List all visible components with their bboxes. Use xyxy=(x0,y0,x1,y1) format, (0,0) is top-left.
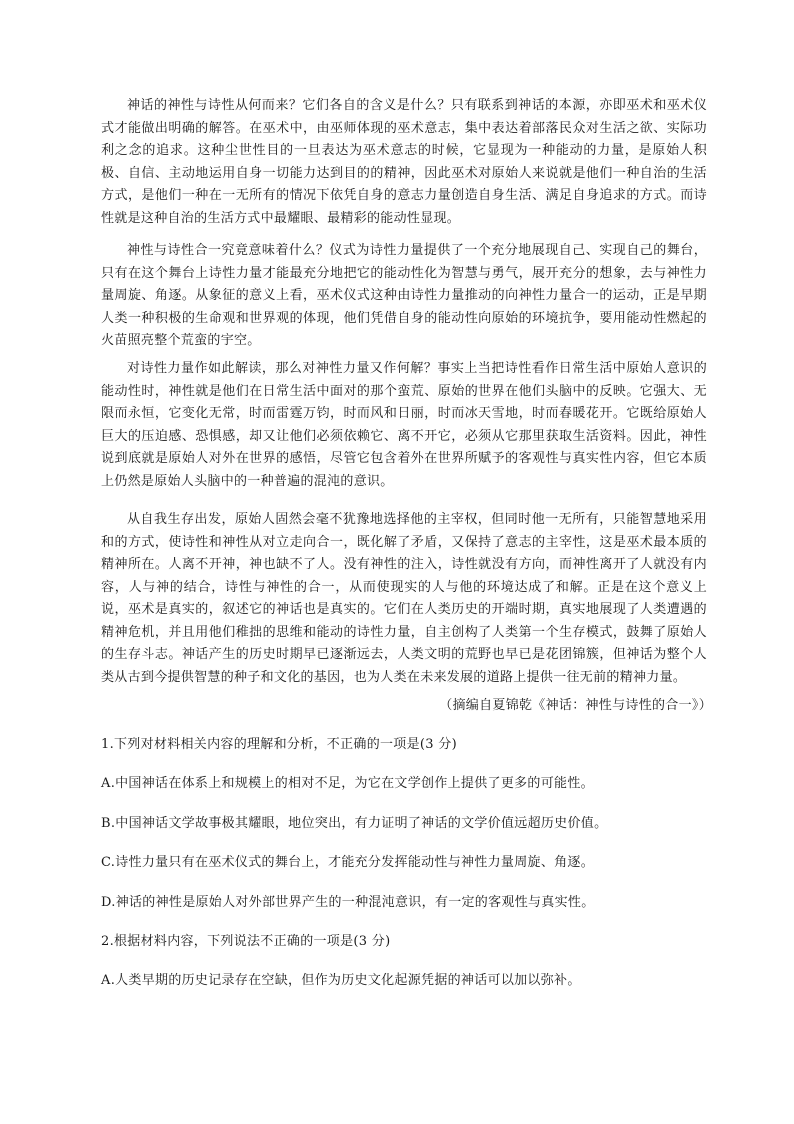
question-1-option-d: D.神话的神性是原始人对外部世界产生的一种混沌意识，有一定的客观性与真实性。 xyxy=(101,895,595,910)
question-1-stem: 1.下列对材料相关内容的理解和分析，不正确的一项是(3 分) xyxy=(101,737,457,752)
question-1-option-c: C.诗性力量只有在巫术仪式的舞台上，才能充分发挥能动性与神性力量周旋、角逐。 xyxy=(101,855,595,870)
question-2-stem: 2.根据材料内容，下列说法不正确的一项是(3 分) xyxy=(101,934,391,949)
question-1-option-a: A.中国神话在体系上和规模上的相对不足，为它在文学创作上提供了更多的可能性。 xyxy=(101,776,594,791)
article-paragraph-3: 对诗性力量作如此解读，那么对神性力量又作何解？事实上当把诗性看作日常生活中原始人意识的能动性时，神性就是他们在日常生活中面对的那个蛮荒、原始的世界在他们头脑中的反映。它强大、无限而永恒，它变化无常，时而雷霆万钧，时而风和日丽，时而冰天雪地，时而春暖花开。它既给原始人巨大的压迫感、恐惧感，却又让他们必须依赖它、离不开它，必须从它那里获取生活资料。因此，神性说到底就是原始人对外在世界的感悟，尽管它包含着外在世界所赋予的客观性与真实性内容，但它本质上仍然是原始人头脑中的一种普遍的混沌的意识。 xyxy=(101,361,707,489)
question-1-option-b: B.中国神话文学故事极其耀眼，地位突出，有力证明了神话的文学价值远超历史价值。 xyxy=(101,816,608,831)
question-2-option-a: A.人类早期的历史记录存在空缺，但作为历史文化起源凭据的神话可以加以弥补。 xyxy=(101,973,581,988)
article-paragraph-2: 神性与诗性合一究竟意味着什么？仪式为诗性力量提供了一个充分地展现自己、实现自己的舞台，只有在这个舞台上诗性力量才能最充分地把它的能动性化为智慧与勇气，展开充分的想象，去与神性力量周旋、角逐。从象征的意义上看，巫术仪式这种由诗性力量推动的向神性力量合一的运动，正是早期人类一种积极的生命观和世界观的体现，他们凭借自身的能动性向原始的环境抗争，要用能动性燃起的火苗照亮整个荒蛮的宇空。 xyxy=(101,243,707,348)
article-source-citation: （摘编自夏锦乾《神话：神性与诗性的合一》） xyxy=(439,698,712,713)
article-paragraph-4: 从自我生存出发，原始人固然会毫不犹豫地选择他的主宰权，但同时他一无所有，只能智慧地采用和的方式，使诗性和神性从对立走向合一，既化解了矛盾，又保持了意志的主宰性，这是巫术最本质的精神所在。人离不开神，神也缺不了人。没有神性的注入，诗性就没有方向，而神性离开了人就没有内容，人与神的结合，诗性与神性的合一，从而使现实的人与他的环境达成了和解。正是在这个意义上说，巫术是真实的，叙述它的神话也是真实的。它们在人类历史的开端时期，真实地展现了人类遭遇的精神危机，并且用他们稚拙的思维和能动的诗性力量，自主创构了人类第一个生存模式，鼓舞了原始人的生存斗志。神话产生的历史时期早已逐渐远去，人类文明的荒野也早已是花团锦簇，但神话为整个人类从古到今提供智慧的种子和文化的基因，也为人类在未来发展的道路上提供一往无前的精神力量。 xyxy=(101,512,707,685)
article-paragraph-1: 神话的神性与诗性从何而来？它们各自的含义是什么？只有联系到神话的本源，亦即巫术和巫术仪式才能做出明确的解答。在巫术中，由巫师体现的巫术意志，集中表达着部落民众对生活之欲、实际功利之念的追求。这种尘世性目的一旦表达为巫术意志的时候，它显现为一种能动的力量，是原始人积极、自信、主动地运用自身一切能力达到目的的精神，因此巫术对原始人来说就是他们一种自治的生活方式，是他们一种在一无所有的情况下依凭自身的意志力量创造自身生活、满足自身追求的方式。而诗性就是这种自治的生活方式中最耀眼、最精彩的能动性显现。 xyxy=(101,98,707,226)
